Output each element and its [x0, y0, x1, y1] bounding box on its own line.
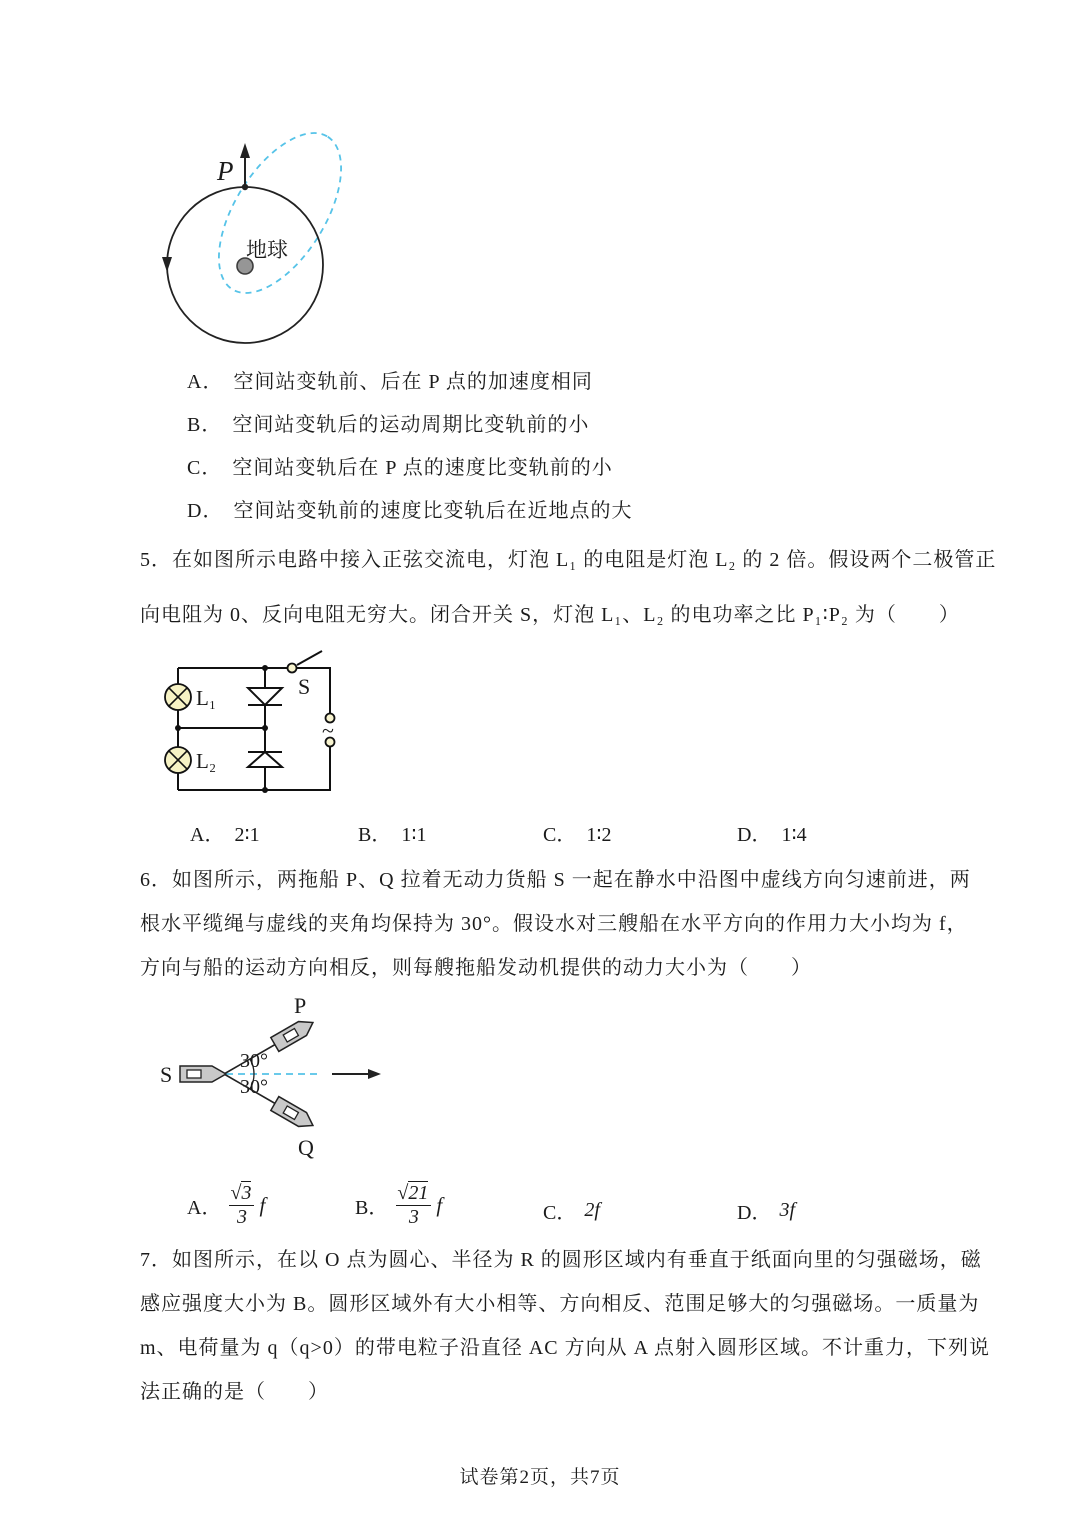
option-label: A．: [190, 824, 225, 846]
question-6-line-1: 6．如图所示，两拖船 P、Q 拉着无动力货船 S 一起在静水中沿图中虚线方向匀速前进，两: [140, 869, 971, 891]
option-text: 1∶4: [781, 824, 807, 846]
page-footer: 试卷第2页，共7页: [459, 1467, 621, 1488]
option-6b: [355, 1183, 442, 1228]
option-label: A．: [187, 371, 224, 393]
option-6c: [543, 1196, 600, 1225]
option-5c: [543, 818, 612, 847]
option-6a: [187, 1183, 265, 1228]
fraction: [396, 1183, 431, 1228]
question-7-line-2: 感应强度大小为 B。圆形区域外有大小相等、方向相反、范围足够大的匀强磁场。一质量为: [140, 1293, 980, 1315]
ac-source-label: ~: [322, 718, 334, 743]
radicand: 3: [241, 1182, 252, 1204]
boat-q-icon: [271, 1097, 317, 1133]
option-label: A．: [187, 1197, 222, 1219]
junction-dot: [262, 725, 268, 731]
angle-top-label: 30°: [240, 1050, 268, 1072]
boat-p-label: P: [294, 993, 307, 1018]
orbit-figure: [140, 110, 420, 360]
denominator: 3: [408, 1206, 419, 1228]
sqrt-sign: √: [397, 1182, 409, 1204]
diode-top-icon: [248, 688, 282, 705]
option-label: B．: [355, 1197, 389, 1219]
circuit-figure: [140, 645, 380, 815]
question-5-line-1: 5．在如图所示电路中接入正弦交流电，灯泡 L₁ 的电阻是灯泡 L₂ 的 2 倍。假设两个二极管正: [140, 549, 997, 571]
question-7-line-3: m、电荷量为 q（q>0）的带电粒子沿直径 AC 方向从 A 点射入圆形区域。不计重力，下列说: [140, 1337, 990, 1359]
option-label: B．: [187, 414, 223, 436]
bulb-l2-label: L₂: [196, 749, 217, 773]
option-text: 2∶1: [234, 824, 260, 846]
option-label: B．: [358, 824, 392, 846]
junction-dot: [262, 787, 268, 793]
boat-s-icon: [180, 1066, 226, 1082]
option-5a: [190, 818, 260, 847]
option-4a: [187, 370, 593, 395]
sqrt-sign: √: [230, 1182, 242, 1204]
p-point-label: P: [217, 156, 234, 186]
question-7-line-4: 法正确的是（ ）: [140, 1381, 329, 1403]
option-5d: [737, 818, 807, 847]
switch-label: S: [298, 674, 311, 699]
bulb-l2-icon: [165, 747, 191, 773]
option-4d: [187, 499, 632, 524]
option-4b: [187, 413, 589, 438]
option-suffix: f: [436, 1193, 443, 1217]
option-text: 空间站变轨后的运动周期比变轨前的小: [232, 414, 590, 436]
option-label: D．: [737, 1202, 772, 1224]
option-text: 空间站变轨前、后在 P 点的加速度相同: [233, 371, 593, 393]
option-6d: [737, 1196, 795, 1225]
direction-arrowhead: [368, 1069, 381, 1079]
fraction: [229, 1183, 254, 1228]
question-6-line-3: 方向与船的运动方向相反，则每艘拖船发动机提供的动力大小为（ ）: [140, 957, 812, 979]
option-suffix: f: [259, 1193, 266, 1217]
question-7-line-1: 7．如图所示，在以 O 点为圆心、半径为 R 的圆形区域内有垂直于纸面向里的匀强磁场，磁: [140, 1249, 982, 1271]
option-label: C．: [187, 457, 223, 479]
option-text: 1∶2: [586, 824, 612, 846]
bulb-l1-icon: [165, 684, 191, 710]
question-6-line-2: 根水平缆绳与虚线的夹角均保持为 30°。假设水对三艘船在水平方向的作用力大小均为 f，: [140, 913, 968, 935]
denominator: 3: [236, 1206, 247, 1228]
earth-label: 地球: [246, 238, 288, 262]
option-4c: [187, 456, 613, 481]
switch-icon: [288, 651, 323, 673]
option-5b: [358, 818, 427, 847]
bulb-l1-label: L₁: [196, 686, 217, 710]
elliptical-orbit: [194, 113, 366, 313]
question-5-line-2: 向电阻为 0、反向电阻无穷大。闭合开关 S，灯泡 L₁、L₂ 的电功率之比 P₁∶P₂ 为（ ）: [140, 604, 960, 626]
orbit-direction-arrowhead: [162, 257, 172, 272]
boat-s-label: S: [160, 1062, 173, 1087]
option-label: C．: [543, 1202, 577, 1224]
p-velocity-arrowhead: [240, 143, 250, 158]
tugboat-figure: [150, 985, 440, 1175]
junction-dot: [175, 725, 181, 731]
angle-bottom-label: 30°: [240, 1076, 268, 1098]
option-label: D．: [187, 500, 224, 522]
radicand: 21: [408, 1182, 429, 1204]
option-text: 1∶1: [401, 824, 427, 846]
option-label: D．: [737, 824, 772, 846]
diode-bottom-icon: [248, 752, 282, 767]
option-text: 3f: [779, 1199, 796, 1221]
option-label: C．: [543, 824, 577, 846]
option-text: 空间站变轨前的速度比变轨后在近地点的大: [233, 500, 633, 522]
junction-dot: [262, 665, 268, 671]
boat-q-label: Q: [298, 1135, 314, 1160]
boat-p-icon: [271, 1016, 317, 1052]
option-text: 空间站变轨后在 P 点的速度比变轨前的小: [232, 457, 613, 479]
option-text: 2f: [584, 1199, 600, 1221]
